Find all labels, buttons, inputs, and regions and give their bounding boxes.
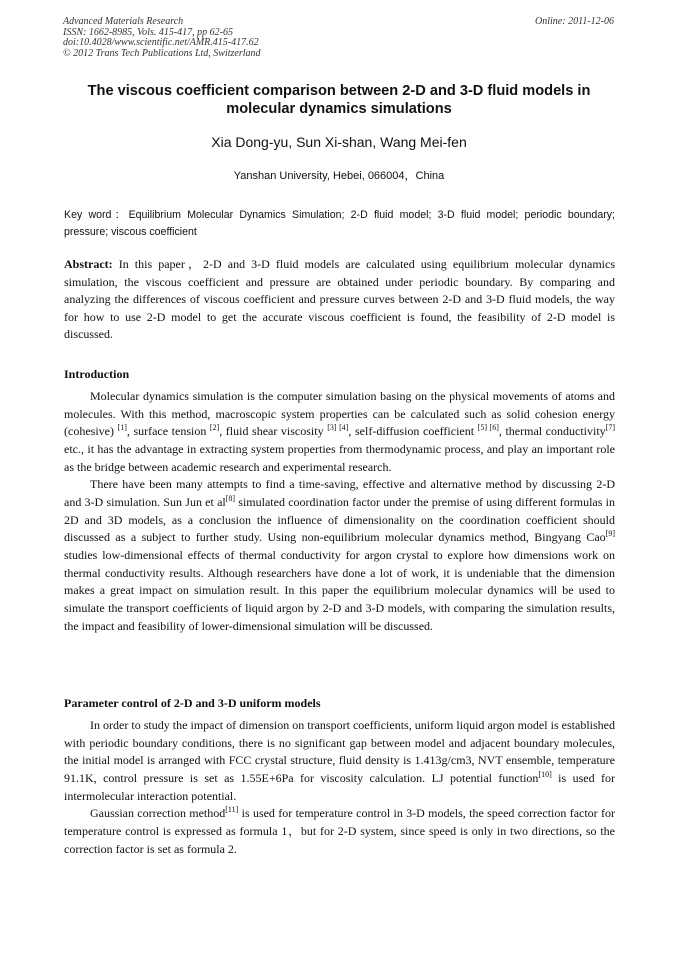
- abstract-label: Abstract:: [64, 257, 113, 271]
- introduction-body: [64, 388, 615, 635]
- citation: [5] [6]: [477, 423, 499, 433]
- text-run: There have been many attempts to find a time-saving, effective and alternative method by discussing 2-D and 3-D simulation. Sun Jun et al: [64, 477, 615, 509]
- author-list: Xia Dong-yu, Sun Xi-shan, Wang Mei-fen: [211, 134, 467, 150]
- text-run: is used for intermolecular interaction potential.: [64, 770, 615, 803]
- section-heading-parameter-control: Parameter control of 2-D and 3-D uniform models: [64, 696, 321, 710]
- citation: [2]: [209, 423, 220, 433]
- text-run: simulated coordination factor under the premise of using different formulas in 2D and 3D models, as a conclusion the influence of dimensionality on the coordination coefficient should discussed as a subject to further study. Using non-equilibrium molecular dynamics method, Bingyang Cao: [64, 494, 615, 545]
- abstract-text: In this paper，2-D and 3-D fluid models are calculated using equilibrium molecular dynamics simulation, the viscous coefficient and pressure are obtained under periodic boundary. By comparing and analyzing the differences of viscous coefficient and pressure curves between 2-D and 3-D fluid models, the way for how to use 2-D model to get the accurate viscous coefficient is found, the feasibility of 2-D model is discussed.: [64, 257, 615, 342]
- affiliation: Yanshan University, Hebei, 066004，China: [233, 170, 445, 182]
- text-run: Molecular dynamics simulation is the computer simulation basing on the physical movements of atoms and molecules. With this method, macroscopic system properties can be calculated such as solid cohesion energy (cohesive): [64, 389, 615, 439]
- online-date: Online: 2011-12-06: [535, 16, 614, 27]
- citation: [9]: [605, 529, 615, 539]
- keywords-separator: ：: [111, 209, 129, 221]
- param-paragraph-2: [64, 805, 615, 858]
- parameter-control-body: [64, 717, 615, 858]
- intro-paragraph-2: [64, 476, 615, 635]
- citation: [10]: [538, 769, 552, 779]
- citation: [11]: [225, 805, 239, 815]
- keywords-text: Equilibrium Molecular Dynamics Simulation; 2-D fluid model; 3-D fluid model; periodic boundary; pressure; viscous coefficient: [64, 209, 615, 238]
- intro-paragraph-1: [64, 388, 615, 476]
- citation: [8]: [225, 493, 236, 503]
- text-run: Gaussian correction method: [90, 806, 226, 821]
- text-run: In order to study the impact of dimension on transport coefficients, uniform liquid argon model is established with periodic boundary conditions, there is no significant gap between model and adjacent boundary molecules, the initial model is arranged with FCC crystal structure, fluid density is 1.413g/cm3, NVT ensemble, temperature 91.1K, control pressure is set as 1.55E+6Pa for viscosity calculation. LJ potential function: [64, 718, 615, 785]
- paper-title: The viscous coefficient comparison between 2-D and 3-D fluid models in molecular dynamics simulations: [87, 83, 591, 117]
- text-run: , surface tension: [126, 424, 210, 439]
- section-heading-introduction: Introduction: [64, 367, 130, 381]
- citation: [3] [4]: [327, 423, 349, 433]
- text-run: , fluid shear viscosity: [219, 424, 328, 439]
- param-paragraph-1: [64, 717, 615, 805]
- issn-line: ISSN: 1662-8985, Vols. 415-417, pp 62-65: [63, 26, 233, 38]
- citation: [1]: [117, 423, 127, 433]
- copyright-line: © 2012 Trans Tech Publications Ltd, Switzerland: [63, 48, 261, 60]
- citation: [7]: [605, 423, 616, 433]
- text-run: is used for temperature control in 3-D models, the speed correction factor for temperature control is expressed as formula 1，but for 2-D system, since speed is only in two directions, so the correction factor is set as formula 2.: [64, 806, 615, 856]
- abstract-block: [64, 256, 615, 344]
- keywords-block: [64, 207, 615, 241]
- text-run: , thermal conductivity: [498, 424, 606, 439]
- text-run: studies low-dimensional effects of thermal conductivity for argon crystal to explore how dimensions work on thermal conductivity results. Although researchers have done a lot of work, it is undeniable that the dimension makes a great impact on simulation result. In this paper the equilibrium molecular dynamics will be used to simulate the transport coefficients of liquid argon by 2-D and 3-D models, with comparing the simulation results, the impact and feasibility of lower-dimensional simulation will be discussed.: [64, 547, 615, 633]
- keywords-label: Key word: [64, 209, 112, 221]
- text-run: etc., it has the advantage in extracting system properties from thermodynamic process, and play an important role as the bridge between academic research and experimental research.: [64, 441, 615, 474]
- doi-line: doi:10.4028/www.scientific.net/AMR.415-417.62: [63, 37, 259, 49]
- journal-header: [63, 17, 363, 60]
- text-run: , self-diffusion coefficient: [348, 424, 478, 439]
- journal-name: Advanced Materials Research: [63, 16, 184, 27]
